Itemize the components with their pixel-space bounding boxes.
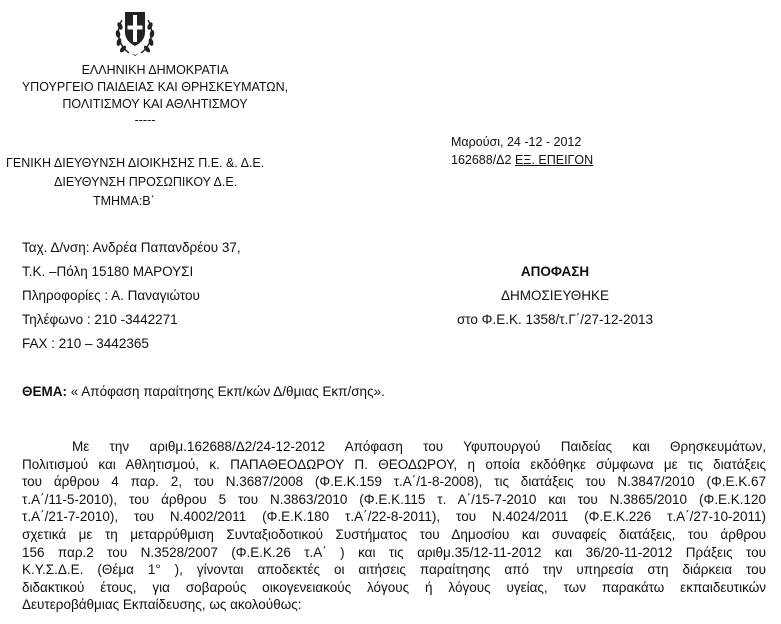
body-line: τ.Α΄/21-7-2010), του Ν.4002/2011 (Φ.Ε.Κ.180 τ.Α΄/22-8-2011), του Ν.4024/2011 (Φ.Ε.Κ.226 τ.Α΄/27-10-2011) bbox=[22, 509, 766, 525]
body-line: Κ.Υ.Σ.Δ.Ε. (Θέμα 1° ), γίνονται αποδεκτές οι αιτήσεις παραίτησης από την υπηρεσία στη διάρκεια του bbox=[22, 562, 766, 578]
contact-fax: FAX : 210 – 3442365 bbox=[22, 336, 149, 351]
department: ΤΜΗΜΑ:Β΄ bbox=[93, 194, 155, 208]
body-line: Δευτεροβάθμιας Εκπαίδευσης, ως ακολούθως: bbox=[22, 597, 302, 613]
directorate: ΔΙΕΥΘΥΝΣΗ ΠΡΟΣΩΠΙΚΟΥ Δ.Ε. bbox=[54, 175, 238, 189]
body-line: σχετικά με τη μεταρρύθμιση Συνταξιοδοτικού Συστήματος του Δημοσίου και συναφείς διατάξεις, του άρθρου bbox=[22, 526, 766, 542]
body-line: του άρθρου 4 παρ. 2, του Ν.3687/2008 (Φ.Ε.Κ.159 τ.Α΄/1-8-2008), τις διατάξεις του Ν.3847/2010 (Φ.Ε.Κ.67 bbox=[22, 474, 766, 490]
directorate-general: ΓΕΝΙΚΗ ΔΙΕΥΘΥΝΣΗ ΔΙΟΙΚΗΣΗΣ Π.Ε. &. Δ.Ε. bbox=[6, 156, 265, 170]
contact-address: Ταχ. Δ/νση: Ανδρέα Παπανδρέου 37, bbox=[22, 240, 241, 255]
country-name: ΕΛΛΗΝΙΚΗ ΔΗΜΟΚΡΑΤΙΑ bbox=[81, 63, 229, 77]
contact-postal: Τ.Κ. –Πόλη 15180 ΜΑΡΟΥΣΙ bbox=[22, 264, 194, 279]
contact-phone: Τηλέφωνο : 210 -3442271 bbox=[22, 312, 178, 327]
body-paragraph bbox=[22, 438, 766, 614]
subject-text: « Απόφαση παραίτησης Εκπ/κών Δ/θμιας Εκπ/σης». bbox=[67, 384, 385, 399]
body-line: Με την αριθμ.162688/Δ2/24-12-2012 Απόφαση του Υφυπουργού Παιδείας και Θρησκευμάτων, bbox=[72, 439, 766, 454]
decision-gazette: στο Φ.Ε.Κ. 1358/τ.Γ΄/27-12-2013 bbox=[456, 312, 654, 327]
body-line: διδακτικού έτους, για σοβαρούς οικογενειακούς λόγους ή λόγους υγείας, των παρακάτω εκπαιδευτικών bbox=[22, 579, 766, 595]
decision-title: ΑΠΟΦΑΣΗ bbox=[520, 264, 590, 279]
contact-info: Πληροφορίες : Α. Παναγιώτου bbox=[22, 288, 200, 303]
subject-line bbox=[22, 384, 385, 399]
body-line: τ.Α΄/11-5-2010), του άρθρου 5 του Ν.3863/2010 (Φ.Ε.Κ.115 τ. Α΄/15-7-2010 και του Ν.3865/2010 (Φ.Ε.Κ.120 bbox=[22, 491, 766, 507]
body-line: 156 παρ.2 του Ν.3528/2007 (Φ.Ε.Κ.26 τ.Α΄ ) και τις αριθμ.35/12-11-2012 και 36/20-11-2012 Πράξεις του bbox=[22, 544, 766, 560]
protocol-number: 162688/Δ2 bbox=[451, 153, 515, 167]
header-separator: ----- bbox=[134, 113, 156, 127]
body-line: Πολιτισμού και Αθλητισμού, κ. ΠΑΠΑΘΕΟΔΩΡΟΥ Π. ΘΕΟΔΩΡΟΥ, η οποία εκδόθηκε σύμφωνα με τις διατάξεις bbox=[22, 456, 766, 472]
ministry-line-2: ΠΟΛΙΤΙΣΜΟΥ ΚΑΙ ΑΘΛΗΤΙΣΜΟΥ bbox=[62, 97, 248, 111]
place-date: Μαρούσι, 24 -12 - 2012 bbox=[451, 135, 582, 149]
decision-published: ΔΗΜΟΣΙΕΥΘΗΚΕ bbox=[500, 288, 610, 303]
protocol-line bbox=[451, 153, 593, 167]
subject-label: ΘΕΜΑ: bbox=[22, 384, 67, 399]
protocol-tag: ΕΞ. ΕΠΕΙΓΟΝ bbox=[514, 153, 594, 167]
coat-of-arms-icon bbox=[113, 6, 157, 58]
ministry-line-1: ΥΠΟΥΡΓΕΙΟ ΠΑΙΔΕΙΑΣ ΚΑΙ ΘΡΗΣΚΕΥΜΑΤΩΝ, bbox=[21, 80, 289, 94]
